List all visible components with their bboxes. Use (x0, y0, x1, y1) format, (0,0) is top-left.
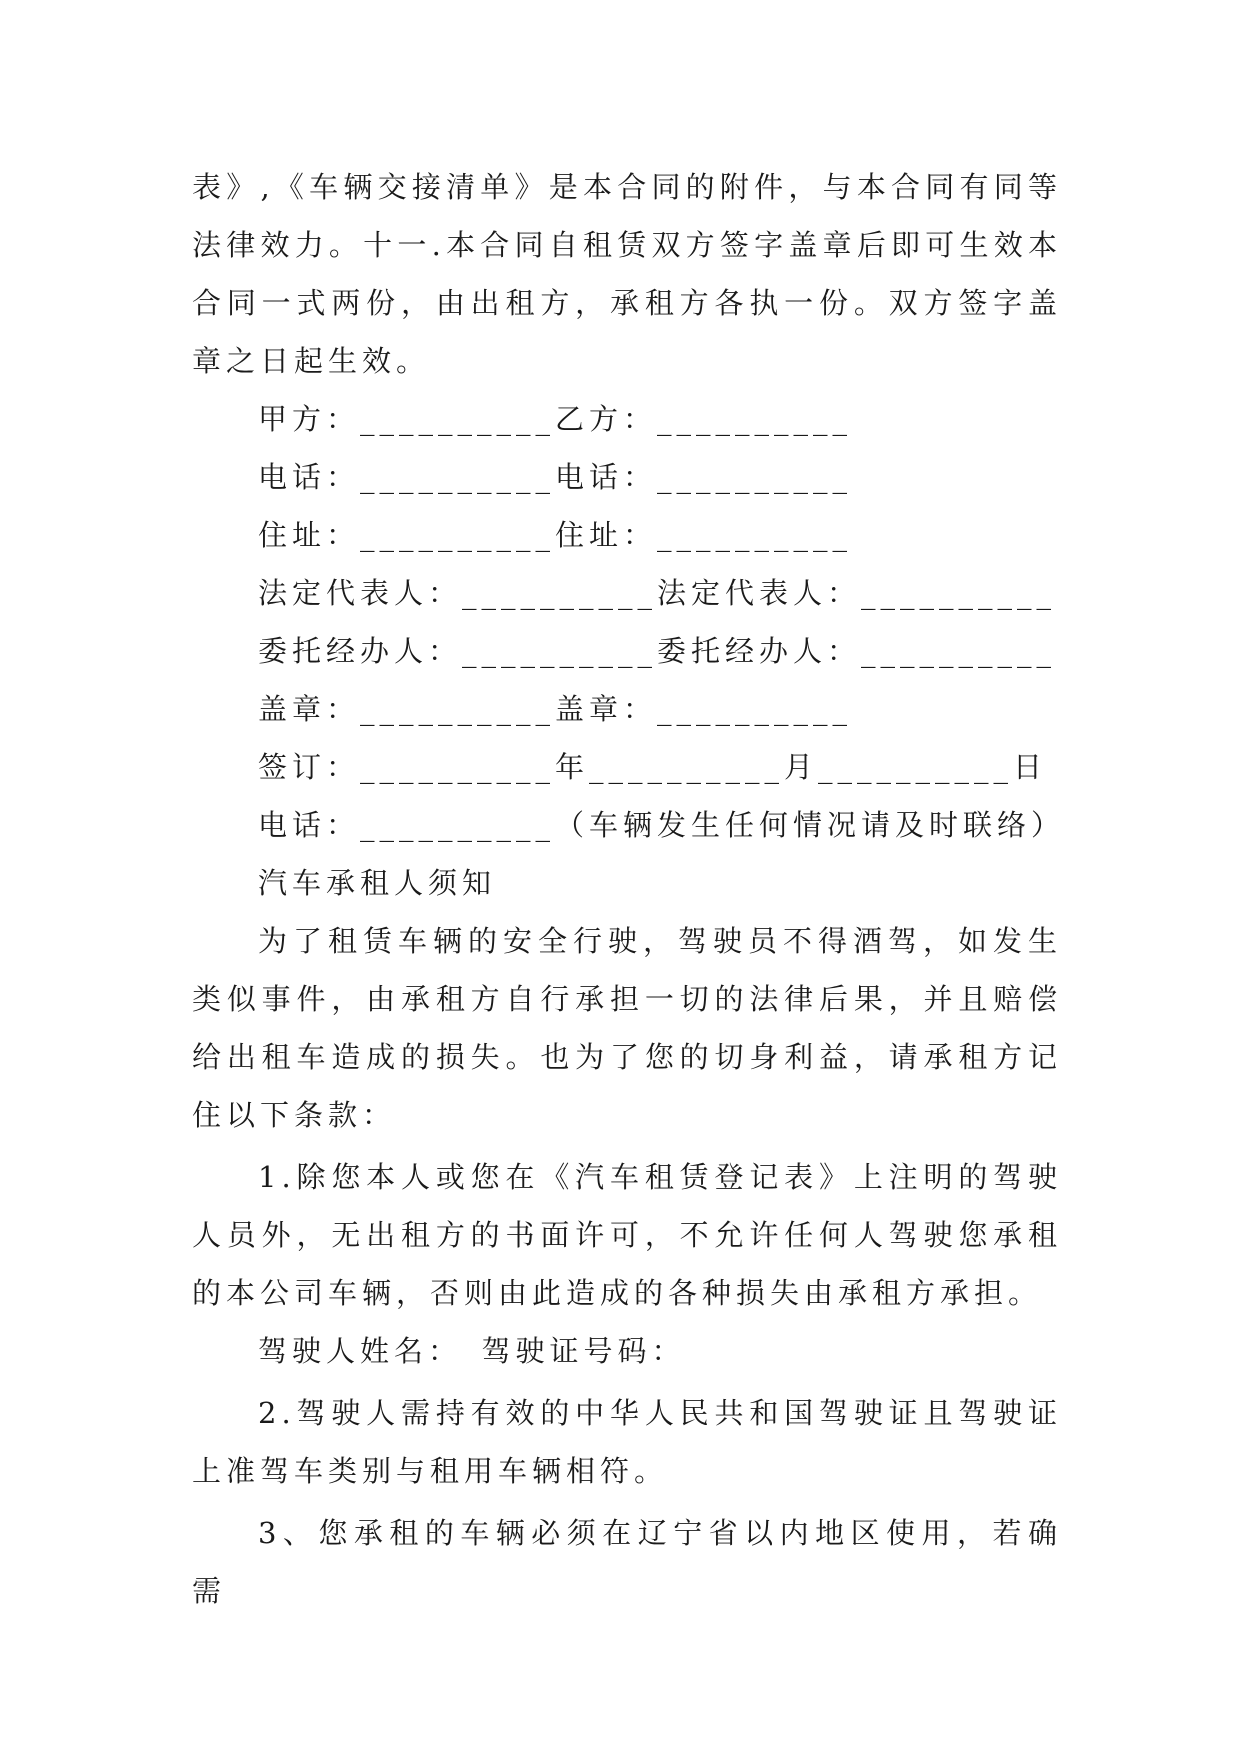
signature-line-party: 甲方：__________乙方：__________ (258, 402, 853, 436)
signature-line-legal-rep: 法定代表人：__________法定代表人：__________ (258, 576, 1057, 610)
signature-line-date: 签订：__________年__________月__________日 (258, 750, 1048, 784)
signature-line-phone: 电话：__________电话：__________ (258, 460, 853, 494)
notice-title: 汽车承租人须知 (258, 866, 497, 900)
signature-block (192, 390, 1066, 854)
signature-line-address: 住址：__________住址：__________ (258, 518, 853, 552)
notice-intro: 为了租赁车辆的安全行驶，驾驶员不得酒驾，如发生类似事件，由承租方自行承担一切的法律后果，并且赔偿给出租车造成的损失。也为了您的切身利益，请承租方记住以下条款： (192, 924, 1062, 1132)
driver-info-line: 驾驶人姓名： 驾驶证号码： (258, 1334, 686, 1368)
notice-section (192, 854, 1062, 1620)
clause-1: 1.除您本人或您在《汽车租赁登记表》上注明的驾驶人员外，无出租方的书面许可，不允许任何人驾驶您承租的本公司车辆，否则由此造成的各种损失由承租方承担。 (192, 1160, 1062, 1310)
signature-line-agent: 委托经办人：__________委托经办人：__________ (258, 634, 1057, 668)
contract-closing-paragraph: 表》,《车辆交接清单》是本合同的附件，与本合同有同等法律效力。十一.本合同自租赁双方签字盖章后即可生效本合同一式两份，由出租方，承租方各执一份。双方签字盖章之日起生效。 (192, 170, 1062, 378)
signature-line-contact-phone: 电话：__________（车辆发生任何情况请及时联络） (258, 808, 1066, 842)
clause-3: 3、您承租的车辆必须在辽宁省以内地区使用，若确需 (192, 1516, 1062, 1608)
signature-line-seal: 盖章：__________盖章：__________ (258, 692, 853, 726)
clause-2: 2.驾驶人需持有效的中华人民共和国驾驶证且驾驶证上准驾车类别与租用车辆相符。 (192, 1396, 1062, 1488)
